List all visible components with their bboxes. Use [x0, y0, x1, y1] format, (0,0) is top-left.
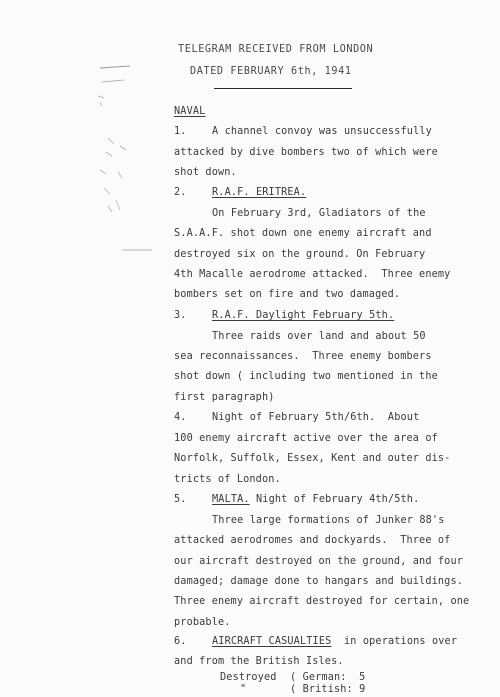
header-rule — [214, 88, 352, 89]
p5-line-6: probable. — [174, 617, 231, 628]
p2-line-4: 4th Macalle aerodrome attacked. Three enemy — [174, 269, 451, 280]
p4-number: 4. — [174, 412, 187, 423]
p6-heading: AIRCRAFT CASUALTIES — [212, 636, 332, 647]
p2-heading: R.A.F. ERITREA. — [212, 187, 307, 198]
p4-line-4: tricts of London. — [174, 474, 281, 485]
casualties-ditto: " — [240, 684, 247, 695]
p1-line-2: attacked by dive bombers two of which were — [174, 147, 438, 158]
p5-line-1: Three large formations of Junker 88's — [212, 515, 445, 526]
p1-line-3: shot down. — [174, 167, 237, 178]
telegram-title: TELEGRAM RECEIVED FROM LONDON — [178, 44, 374, 55]
margin-pencil-marks — [60, 60, 170, 280]
p6-line-1: and from the British Isles. — [174, 656, 344, 667]
p2-line-1: On February 3rd, Gladiators of the — [212, 208, 426, 219]
p3-line-2: sea reconnaissances. Three enemy bombers — [174, 351, 432, 362]
telegram-date: DATED FEBRUARY 6th, 1941 — [190, 66, 352, 77]
p2-line-3: destroyed six on the ground. On February — [174, 249, 426, 260]
p5-heading: MALTA. — [212, 494, 250, 505]
p5-number: 5. — [174, 494, 187, 505]
p5-line-5: Three enemy aircraft destroyed for certain, one — [174, 596, 470, 607]
p3-heading: R.A.F. Daylight February 5th. — [212, 310, 395, 321]
p2-line-5: bombers set on fire and two damaged. — [174, 289, 401, 300]
p4-line-1: Night of February 5th/6th. About — [212, 412, 420, 423]
p3-line-4: first paragraph) — [174, 392, 275, 403]
casualties-german: ( German: 5 — [290, 672, 366, 683]
casualties-destroyed-label: Destroyed — [220, 672, 277, 683]
p5-line-2: attacked aerodromes and dockyards. Three of — [174, 535, 451, 546]
p2-number: 2. — [174, 187, 187, 198]
p5-heading-rest: Night of February 4th/5th. — [256, 494, 420, 505]
p1-line-1: A channel convoy was unsuccessfully — [212, 126, 432, 137]
p3-line-3: shot down ( including two mentioned in the — [174, 371, 438, 382]
p6-number: 6. — [174, 636, 187, 647]
p2-line-2: S.A.A.F. shot down one enemy aircraft and — [174, 228, 432, 239]
p5-line-4: damaged; damage done to hangars and buildings. — [174, 576, 464, 587]
p5-line-3: our aircraft destroyed on the ground, and four — [174, 556, 464, 567]
casualties-british: ( British: 9 — [290, 684, 366, 695]
naval-heading: NAVAL — [174, 106, 206, 117]
p1-number: 1. — [174, 126, 187, 137]
p3-line-1: Three raids over land and about 50 — [212, 331, 426, 342]
p4-line-2: 100 enemy aircraft active over the area of — [174, 433, 438, 444]
p3-number: 3. — [174, 310, 187, 321]
p4-line-3: Norfolk, Suffolk, Essex, Kent and outer dis- — [174, 453, 451, 464]
p6-heading-rest: in operations over — [344, 636, 458, 647]
